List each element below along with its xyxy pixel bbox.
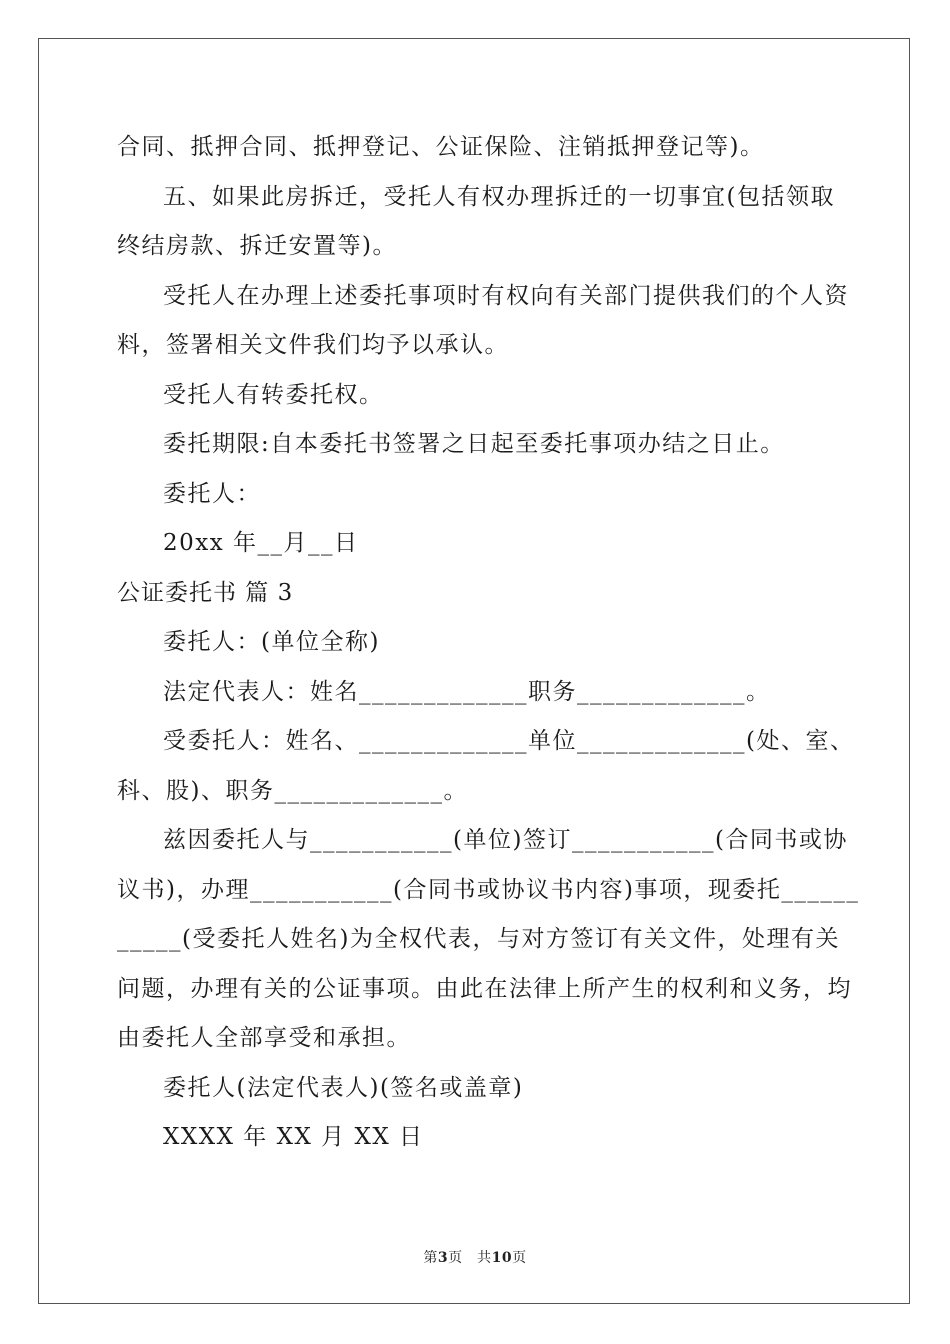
paragraph-line: 议书)，办理___________(合同书或协议书内容)事项，现委托______ [117,876,860,903]
total-page-count: 10 [491,1250,513,1266]
paragraph-line: 终结房款、拆迁安置等)。 [117,233,397,259]
paragraph-line: 科、股)、职务_____________。 [117,777,468,804]
signature-label: 委托人： [163,480,261,507]
footer-mid: 页 共 [448,1250,492,1266]
paragraph-line: 兹因委托人与___________(单位)签订___________(合同书或协 [163,827,848,853]
section-heading: 公证委托书 篇 3 [117,579,294,606]
paragraph-line: 法定代表人：姓名_____________职务_____________。 [163,678,771,705]
date-line: 20xx 年__月__日 [163,530,359,556]
paragraph-line: 料，签署相关文件我们均予以承认。 [117,332,509,358]
paragraph-line: 合同、抵押合同、抵押登记、公证保险、注销抵押登记等)。 [117,134,765,160]
paragraph-line: 委托人：(单位全称) [163,629,380,655]
paragraph-line: 委托期限:自本委托书签署之日起至委托事项办结之日止。 [163,431,785,457]
date-line: XXXX 年 XX 月 XX 日 [163,1124,424,1150]
paragraph-line: 五、如果此房拆迁，受托人有权办理拆迁的一切事宜(包括领取 [163,183,835,210]
paragraph-line: _____(受委托人姓名)为全权代表，与对方签订有关文件，处理有关 [117,926,840,952]
footer-suffix: 页 [512,1250,527,1266]
document-body [117,123,860,1163]
paragraph-line: 受委托人：姓名、_____________单位_____________(处、室、 [163,728,855,754]
page-footer [0,1247,950,1267]
signature-label: 委托人(法定代表人)(签名或盖章) [163,1074,524,1101]
paragraph-line: 受托人在办理上述委托事项时有权向有关部门提供我们的个人资 [163,282,849,309]
footer-prefix: 第 [423,1250,438,1266]
current-page-number: 3 [437,1250,449,1266]
paragraph-line: 由委托人全部享受和承担。 [117,1025,411,1051]
paragraph-line: 受托人有转委托权。 [163,381,384,408]
paragraph-line: 问题，办理有关的公证事项。由此在法律上所产生的权利和义务，均 [117,975,852,1002]
